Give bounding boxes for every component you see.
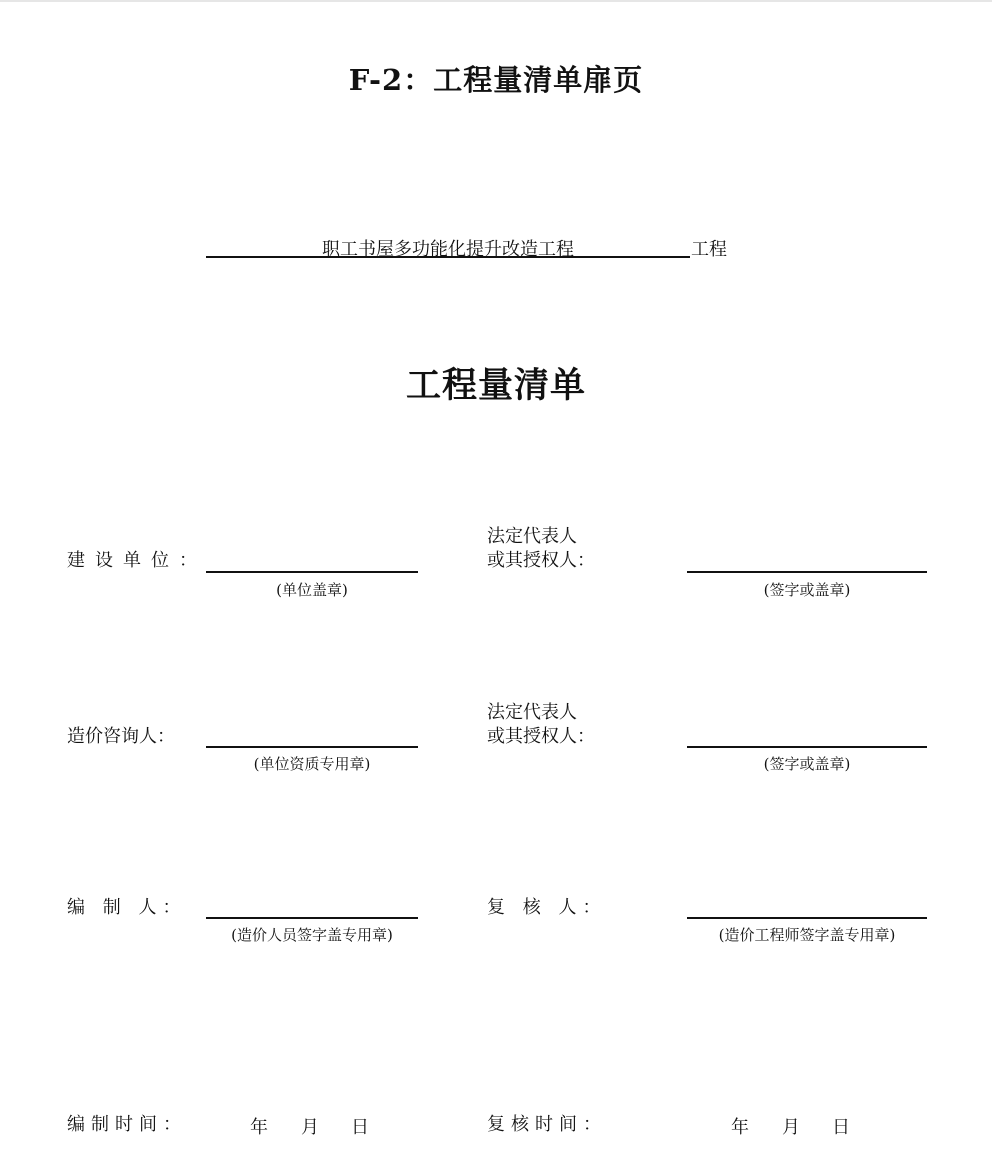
compile-date-day: 日	[351, 1117, 369, 1138]
legal-rep-label-line1: 法定代表人	[487, 526, 577, 547]
compiler-signature-line[interactable]	[206, 917, 418, 919]
reviewer-label: 复 核 人：	[487, 897, 607, 918]
project-name: 职工书屋多功能化提升改造工程	[322, 239, 574, 260]
review-date-label: 复核时间：	[487, 1114, 607, 1135]
reviewer-signature-line[interactable]	[687, 917, 927, 919]
project-name-underline	[206, 256, 690, 258]
construction-unit-label: 建设单位：	[67, 550, 207, 571]
cost-consultant-signature-line[interactable]	[206, 746, 418, 748]
legal-rep-label-line2: 或其授权人：	[487, 550, 595, 571]
review-date-month: 月	[782, 1117, 800, 1138]
reviewer-caption: (造价工程师签字盖专用章)	[718, 926, 896, 944]
compiler-caption: (造价人员签字盖专用章)	[231, 926, 393, 944]
document-title: 工程量清单	[405, 365, 586, 406]
compile-date-month: 月	[301, 1117, 319, 1138]
construction-unit-caption: (单位盖章)	[276, 581, 348, 599]
project-suffix: 工程	[691, 239, 727, 260]
construction-unit-signature-line[interactable]	[206, 571, 418, 573]
compile-date-year: 年	[250, 1117, 268, 1138]
consultant-legal-rep-caption: (签字或盖章)	[763, 755, 851, 773]
consultant-legal-rep-label-line1: 法定代表人	[487, 702, 577, 723]
consultant-legal-rep-signature-line[interactable]	[687, 746, 927, 748]
legal-rep-caption: (签字或盖章)	[763, 581, 851, 599]
review-date-day: 日	[832, 1117, 850, 1138]
compile-date-label: 编制时间：	[67, 1114, 187, 1135]
cost-consultant-caption: (单位资质专用章)	[253, 755, 371, 773]
consultant-legal-rep-label-line2: 或其授权人：	[487, 726, 595, 747]
page-heading: F-2：工程量清单扉页	[348, 63, 644, 97]
legal-rep-signature-line[interactable]	[687, 571, 927, 573]
page-top-border	[0, 0, 992, 2]
review-date-year: 年	[731, 1117, 749, 1138]
compiler-label: 编 制 人：	[67, 897, 187, 918]
cost-consultant-label: 造价咨询人：	[67, 726, 175, 747]
